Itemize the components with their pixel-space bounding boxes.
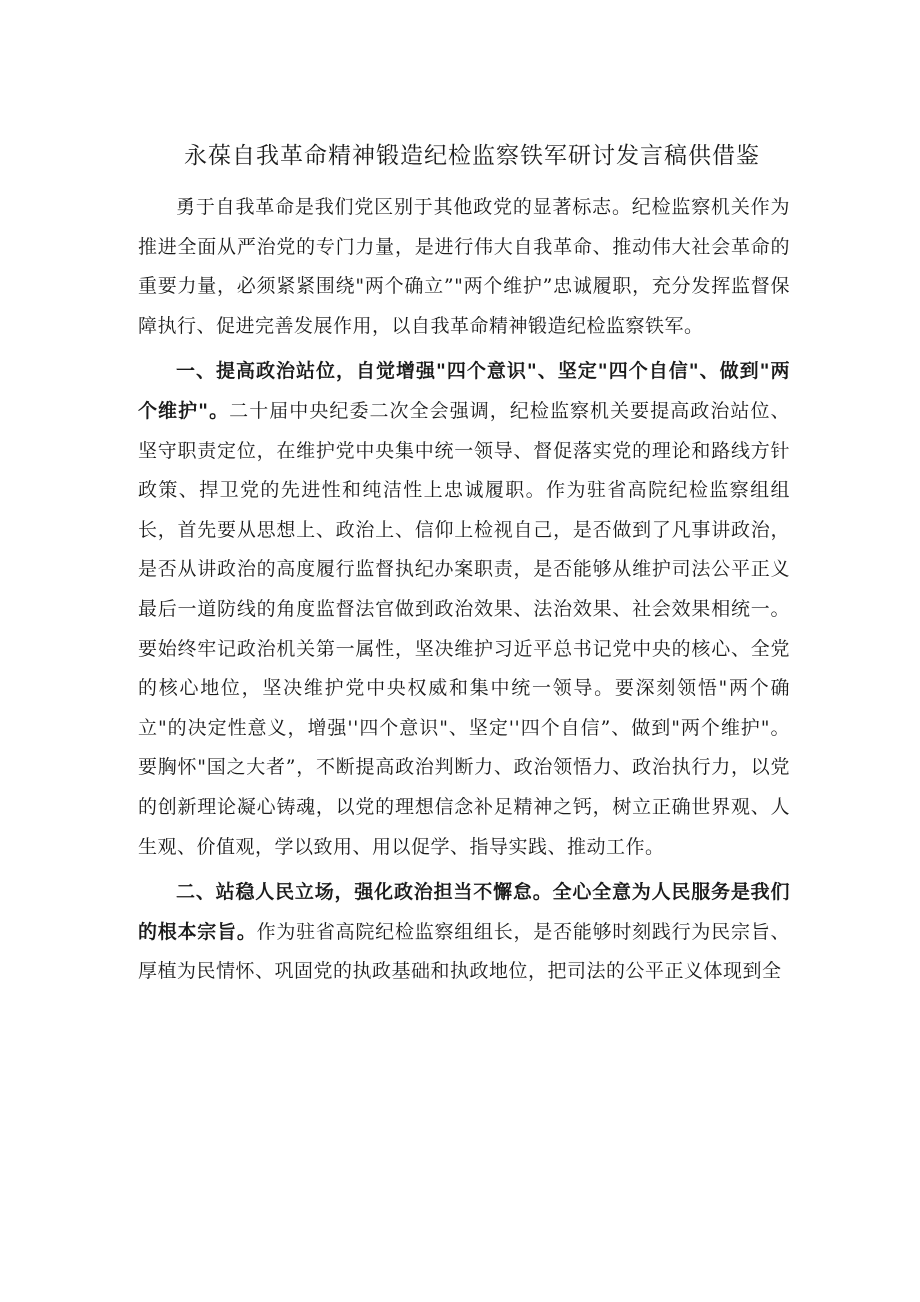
section-2-heading: 二、站稳人民立场，强化政治担当不懈怠。全心全意为人民服务是我们的根本宗旨。 — [138, 881, 790, 943]
section-1-body: 二十届中央纪委二次全会强调，纪检监察机关要提高政治站位、坚守职责定位，在维护党中央集中统一领导、督促落实党的理论和路线方针政策、捍卫党的先进性和纯洁性上忠诚履职。作为驻省高院纪检监察组组长，首先要从思想上、政治上、信仰上检视自己，是否做到了凡事讲政治，是否从讲政治的高度履行监督执纪办案职责，是否能够从维护司法公平正义最后一道防线的角度监督法官做到政治效果、法治效果、社会效果相统一。要始终牢记政治机关第一属性，坚决维护习近平总书记党中央的核心、全党的核心地位，坚决维护党中央权威和集中统一领导。要深刻领悟"两个确立"的决定性意义，增强''四个意识"、坚定''四个自信”、做到"两个维护"。要胸怀"国之大者”，不断提高政治判断力、政治领悟力、政治执行力，以党的创新理论凝心铸魂，以党的理想信念补足精神之钙，树立正确世界观、人生观、价值观，学以致用、用以促学、指导实践、推动工作。 — [138, 399, 790, 858]
document-title: 永葆自我革命精神锻造纪检监察铁军研讨发言稿供借鉴 — [184, 143, 760, 169]
section-1-paragraph — [138, 352, 790, 867]
intro-paragraph: 勇于自我革命是我们党区别于其他政党的显著标志。纪检监察机关作为推进全面从严治党的专门力量，是进行伟大自我革命、推动伟大社会革命的重要力量，必须紧紧围绕"两个确立”"两个维护”忠诚履职，充分发挥监督保障执行、促进完善发展作用，以自我革命精神锻造纪检监察铁军。 — [138, 196, 790, 337]
section-2-paragraph — [138, 873, 790, 992]
section-2-body: 作为驻省高院纪检监察组组长，是否能够时刻践行为民宗旨、厚植为民情怀、巩固党的执政基础和执政地位，把司法的公平正义体现到全 — [138, 920, 790, 983]
section-1-heading: 一、提高政治站位，自觉增强"四个意识"、坚定"四个自信"、做到"两个维护"。 — [138, 360, 790, 422]
